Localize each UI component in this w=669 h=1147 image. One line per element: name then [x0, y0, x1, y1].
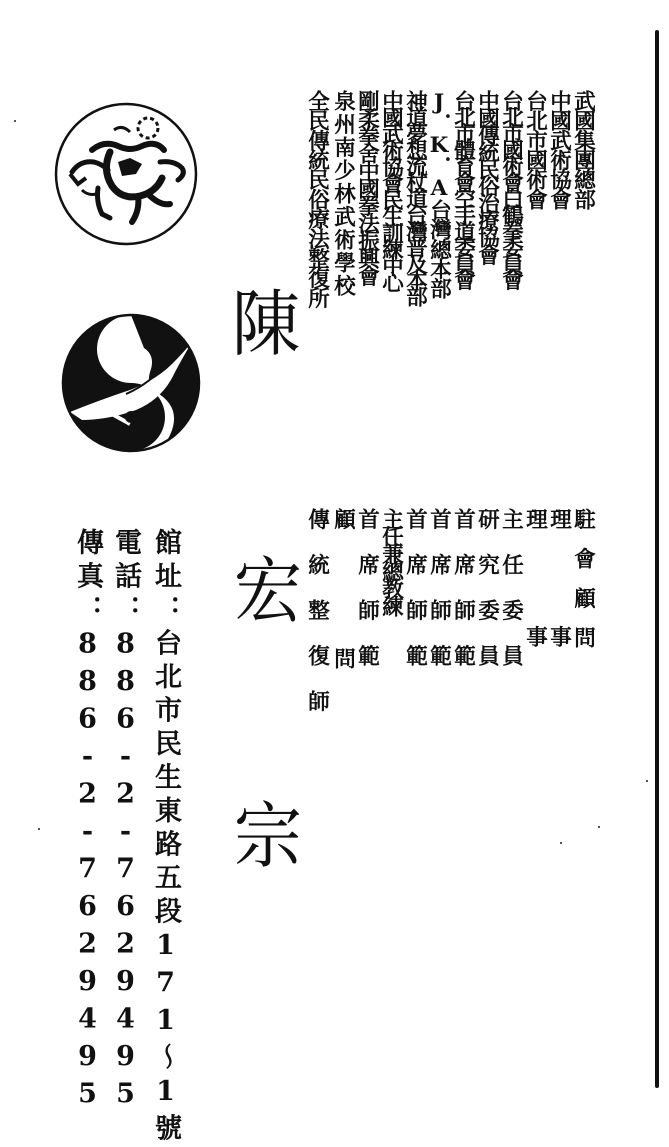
address-value: 台北市民生東路五段171～1號: [150, 629, 181, 1147]
title-org: 中國武術協會: [548, 90, 570, 208]
phone-value: 886-2-7629495: [110, 629, 141, 1117]
name-char-1: 陳: [232, 288, 300, 360]
address-line: [152, 528, 179, 1147]
title-role: 首席師範: [356, 508, 378, 690]
title-org: 泉州南少林武術學校: [332, 90, 354, 298]
title-role: 首席師範: [428, 508, 450, 690]
title-org: 台北市國術會: [524, 90, 546, 208]
title-role: 研究委員: [476, 508, 498, 690]
title-org: 台北市國術會白鶴拳委員會: [500, 90, 522, 286]
scan-speck: [560, 842, 562, 844]
fax-label: 傳真：: [72, 528, 103, 629]
title-role: 主任委員: [500, 508, 522, 690]
title-role: 理事: [548, 508, 570, 743]
address-label: 館址：: [150, 528, 181, 629]
scan-speck: [14, 120, 16, 122]
title-org: 中國武術協會民生訓練中心: [380, 90, 402, 288]
scan-speck: [38, 828, 40, 830]
title-org: 台北市體育會空手道委員會: [452, 90, 474, 286]
page-edge-border: [655, 30, 659, 1088]
title-role: 理事: [524, 508, 546, 743]
fax-value: 886-2-7629495: [72, 629, 103, 1117]
title-org: 神道夢想流杖道台灣普及本部: [404, 90, 426, 302]
title-role: 駐會顧問: [572, 508, 594, 666]
title-role: 首席師範: [452, 508, 474, 690]
title-org: 中國傳統民俗治療協會: [476, 90, 498, 261]
title-org: J．K．A台灣總本部: [428, 90, 450, 298]
title-org: 武國集團總部: [572, 90, 594, 208]
scan-speck: [646, 780, 648, 782]
title-role: 傳統整復師: [306, 508, 328, 736]
yin-yang-crane-emblem-icon: [60, 312, 202, 454]
title-role: 主任兼總教練: [380, 508, 402, 613]
phone-line: [112, 528, 139, 1116]
karate-kick-emblem-icon: [52, 100, 200, 248]
scan-speck: [598, 826, 600, 828]
name-char-2: 宏: [234, 555, 302, 627]
title-role: 顧問: [332, 508, 354, 787]
title-org: 剛柔拳舍中國拳法振興會: [356, 90, 378, 283]
name-char-3: 宗: [234, 800, 302, 872]
title-org: 全民傳統民俗療法整復所: [306, 90, 328, 307]
fax-line: [74, 528, 101, 1116]
phone-label: 電話：: [110, 528, 141, 629]
title-role: 首席師範: [404, 508, 426, 690]
